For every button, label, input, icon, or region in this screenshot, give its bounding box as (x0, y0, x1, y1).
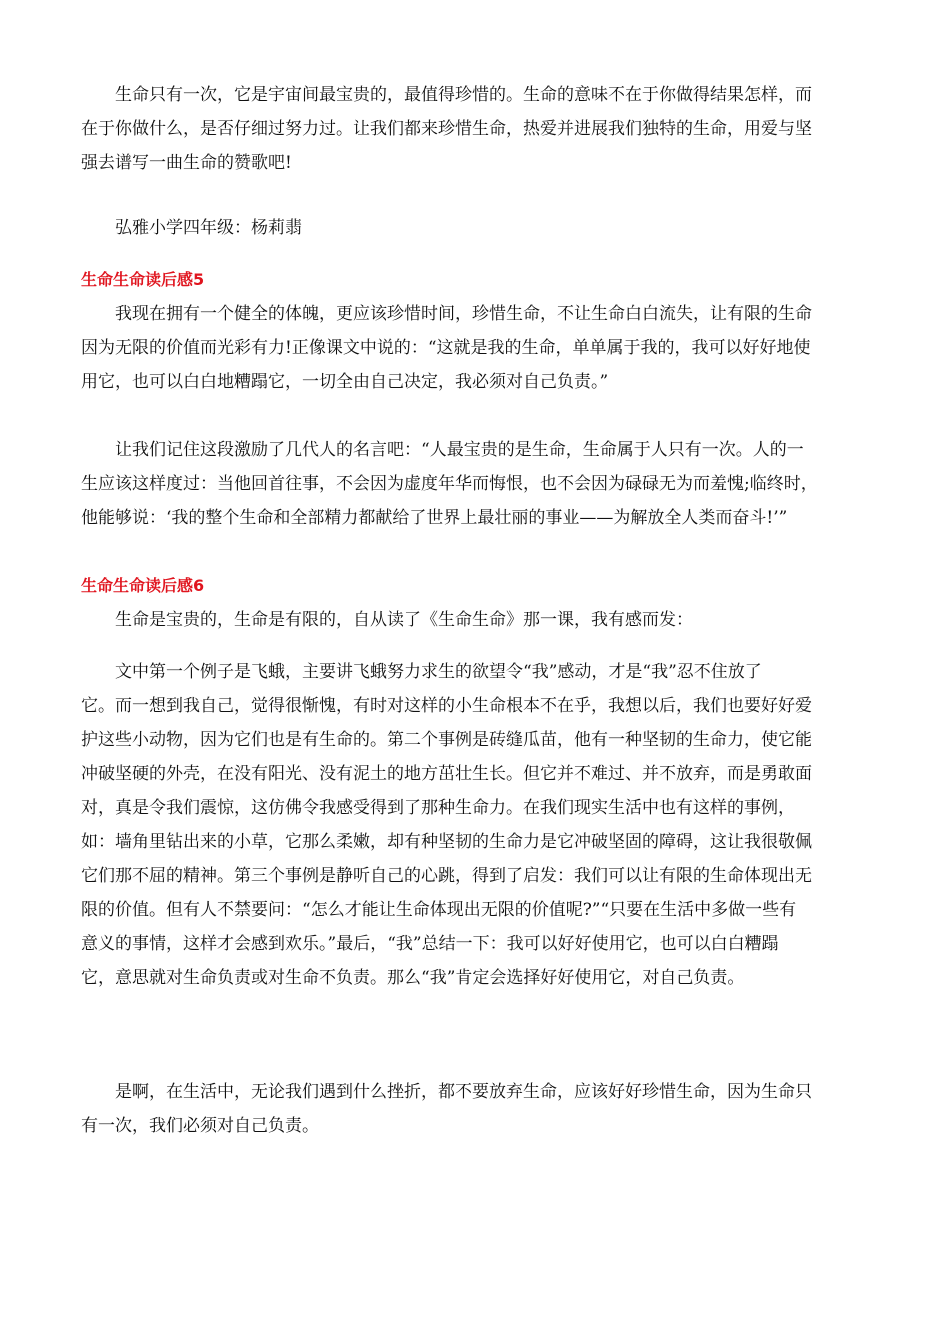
section-heading-5: 生命生命读后感5 (81, 270, 205, 289)
section-heading-6: 生命生命读后感6 (81, 576, 205, 595)
section5-paragraph-2 (81, 433, 871, 535)
paragraph-line: 如：墙角里钻出来的小草，它那么柔嫩，却有种坚韧的生命力是它冲破坚固的障碍，这让我很敬佩 (81, 832, 812, 852)
paragraph-line: 护这些小动物，因为它们也是有生命的。第二个事例是砖缝瓜苗，他有一种坚韧的生命力，使它能 (81, 730, 812, 750)
intro-paragraph (81, 78, 871, 180)
paragraph-line: 他能够说：‘我的整个生命和全部精力都献给了世界上最壮丽的事业——为解放全人类而奋斗!’” (81, 508, 788, 528)
paragraph-line: 生命是宝贵的，生命是有限的，自从读了《生命生命》那一课，我有感而发： (115, 610, 693, 630)
signature-line: 弘雅小学四年级：杨莉翡 (115, 218, 302, 238)
paragraph-line: 它们那不屈的精神。第三个事例是静听自己的心跳，得到了启发：我们可以让有限的生命体现出无 (81, 866, 812, 886)
section6-paragraph-3 (81, 1075, 871, 1143)
paragraph-line: 因为无限的价值而光彩有力!正像课文中说的：“这就是我的生命，单单属于我的，我可以好好地使 (81, 338, 811, 358)
paragraph-line: 生应该这样度过：当他回首往事，不会因为虚度年华而悔恨，也不会因为碌碌无为而羞愧;临终时， (81, 474, 818, 494)
paragraph-line: 冲破坚硬的外壳，在没有阳光、没有泥土的地方茁壮生长。但它并不难过、并不放弃，而是勇敢面 (81, 764, 812, 784)
paragraph-line: 强去谱写一曲生命的赞歌吧! (81, 153, 292, 173)
paragraph-line: 是啊，在生活中，无论我们遇到什么挫折，都不要放弃生命，应该好好珍惜生命，因为生命只 (115, 1082, 812, 1102)
paragraph-line: 生命只有一次，它是宇宙间最宝贵的，最值得珍惜的。生命的意味不在于你做得结果怎样，而 (115, 85, 812, 105)
paragraph-line: 它，意思就对生命负责或对生命不负责。那么“我”肯定会选择好好使用它，对自己负责。 (81, 968, 745, 988)
paragraph-line: 在于你做什么，是否仔细过努力过。让我们都来珍惜生命，热爱并进展我们独特的生命，用爱与坚 (81, 119, 812, 139)
paragraph-line: 对，真是令我们震惊，这仿佛令我感受得到了那种生命力。在我们现实生活中也有这样的事例， (81, 798, 795, 818)
signature-paragraph (81, 211, 871, 245)
section6-paragraph-2 (81, 655, 871, 995)
section6-paragraph-1 (81, 603, 871, 637)
paragraph-line: 让我们记住这段激励了几代人的名言吧：“人最宝贵的是生命，生命属于人只有一次。人的一 (115, 440, 804, 460)
paragraph-line: 文中第一个例子是飞蛾，主要讲飞蛾努力求生的欲望令“我”感动，才是“我”忍不住放了 (115, 662, 762, 682)
paragraph-line: 有一次，我们必须对自己负责。 (81, 1116, 319, 1136)
paragraph-line: 用它，也可以白白地糟蹋它，一切全由自己决定，我必须对自己负责。” (81, 372, 609, 392)
section5-paragraph-1 (81, 297, 871, 399)
paragraph-line: 它。而一想到我自己，觉得很惭愧，有时对这样的小生命根本不在乎，我想以后，我们也要好好爱 (81, 696, 812, 716)
paragraph-line: 限的价值。但有人不禁要问：“怎么才能让生命体现出无限的价值呢?”“只要在生活中多做一些有 (81, 900, 797, 920)
paragraph-line: 我现在拥有一个健全的体魄，更应该珍惜时间，珍惜生命，不让生命白白流失，让有限的生命 (115, 304, 812, 324)
paragraph-line: 意义的事情，这样才会感到欢乐。”最后，“我”总结一下：我可以好好使用它，也可以白白糟蹋 (81, 934, 779, 954)
